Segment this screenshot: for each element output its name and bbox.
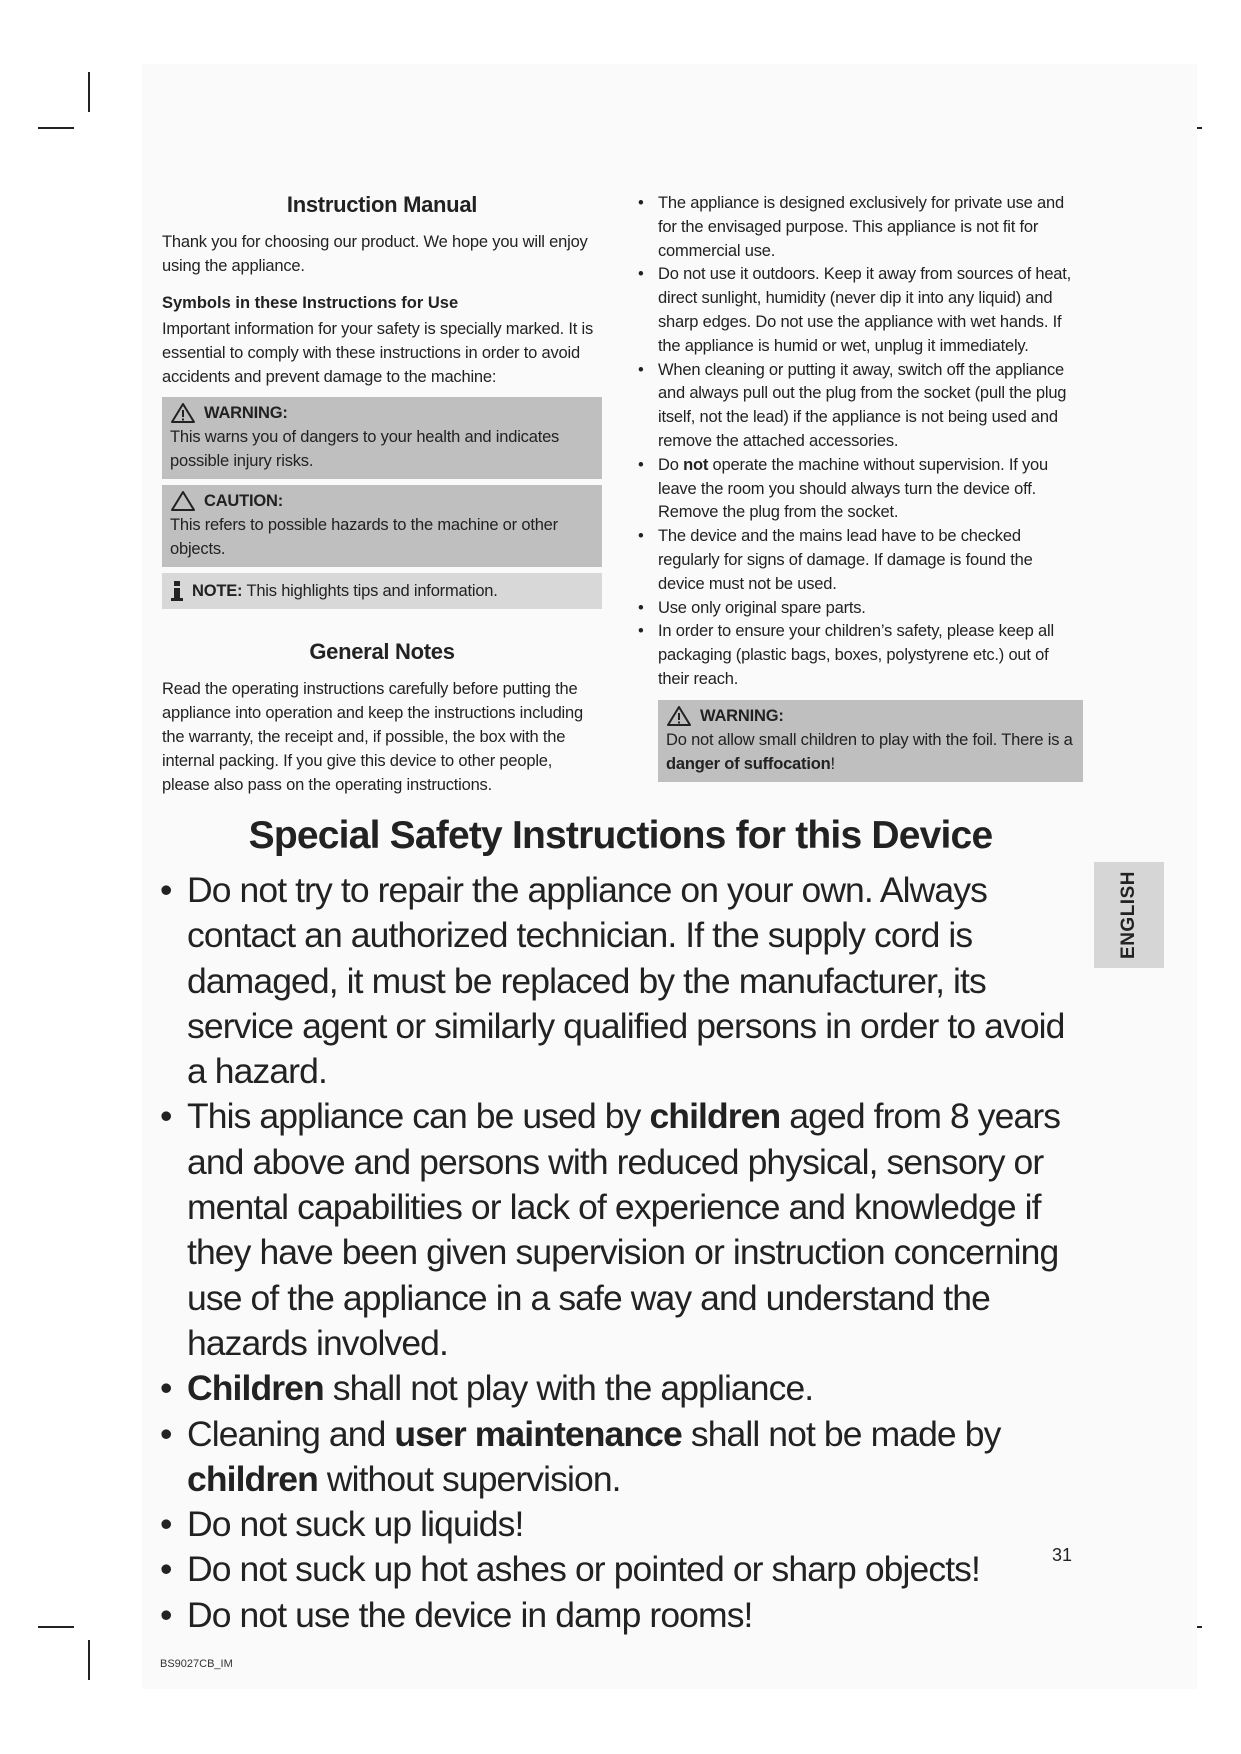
crop-mark xyxy=(88,1640,90,1680)
info-icon xyxy=(170,580,184,602)
caution-text: This refers to possible hazards to the machine or other objects. xyxy=(170,516,558,558)
list-item: • The device and the mains lead have to be checked regularly for signs of damage. If damage is found the device must not be used. xyxy=(638,527,1033,593)
suffocation-warning-label: WARNING: xyxy=(700,706,784,725)
warning-text: This warns you of dangers to your health and indicates possible injury risks. xyxy=(170,428,560,470)
warning-triangle-icon xyxy=(666,705,692,727)
intro-text: Thank you for choosing our product. We hope you will enjoy using the appliance. xyxy=(162,233,588,275)
list-item: • The appliance is designed exclusively for private use and for the envisaged purpose. This appliance is not fit for commercial use. xyxy=(638,194,1064,260)
right-column xyxy=(638,192,1083,782)
left-column xyxy=(162,192,602,797)
instruction-manual-title: Instruction Manual xyxy=(286,192,478,217)
caution-label: CAUTION: xyxy=(204,492,284,510)
page-number: 31 xyxy=(1052,1545,1073,1565)
language-tab: ENGLISH xyxy=(1094,862,1164,968)
warning-box xyxy=(162,397,602,479)
note-label: NOTE: xyxy=(192,582,243,600)
document-code: BS9027CB_IM xyxy=(160,1658,233,1670)
warning-triangle-icon xyxy=(170,402,196,424)
caution-box xyxy=(162,485,602,567)
list-item: • Do not suck up liquids! xyxy=(160,1504,524,1545)
symbols-heading: Symbols in these Instructions for Use xyxy=(162,294,459,312)
list-item: • Cleaning and user maintenance shall not be made by children without supervision. xyxy=(160,1413,1001,1499)
list-item: • When cleaning or putting it away, switch off the appliance and always pull out the plug from the socket (pull the plug itself, not the lead) if the appliance is not being used and remove the attached accessories. xyxy=(638,360,1067,450)
general-notes-text: Read the operating instructions carefully before putting the appliance into operation and keep the instructions including the warranty, the receipt and, if possible, the box with the internal packing. If you give this device to other people, please also pass on the operating instructions. xyxy=(162,680,583,794)
crop-mark xyxy=(38,1626,74,1628)
special-safety-title: Special Safety Instructions for this Device xyxy=(248,814,993,857)
list-item: • Do not suck up hot ashes or pointed or sharp objects! xyxy=(160,1549,980,1590)
suffocation-warning-text: Do not allow small children to play with the foil. There is a danger of suffocation! xyxy=(666,730,1073,773)
crop-mark xyxy=(38,127,74,129)
symbols-text: Important information for your safety is specially marked. It is essential to comply with these instructions in order to avoid accidents and prevent damage to the machine: xyxy=(162,320,594,386)
crop-mark xyxy=(88,72,90,112)
list-item: • This appliance can be used by children aged from 8 years and above and persons with reduced physical, sensory or mental capabilities or lack of experience and knowledge if they have been given supervision or instruction concerning use of the appliance in a safe way and understand the hazards involved. xyxy=(160,1096,1061,1363)
general-notes-title: General Notes xyxy=(309,639,455,664)
caution-triangle-icon xyxy=(170,490,196,512)
list-item: • Do not try to repair the appliance on your own. Always contact an authorized technician. If the supply cord is damaged, it must be replaced by the manufacturer, its service agent or similarly qualified persons in order to avoid a hazard. xyxy=(160,870,1065,1092)
list-item: • Do not use it outdoors. Keep it away from sources of heat, direct sunlight, humidity (never dip it into any liquid) and sharp edges. Do not use the appliance with wet hands. If the appliance is humid or wet, unplug it immediately. xyxy=(638,265,1072,355)
warning-label: WARNING: xyxy=(204,404,288,422)
note-text: This highlights tips and information. xyxy=(246,582,498,600)
general-safety-list xyxy=(638,192,1083,692)
list-item: • In order to ensure your children’s safety, please keep all packaging (plastic bags, boxes, polystyrene etc.) out of their reach. xyxy=(638,622,1054,688)
list-item: • Use only original spare parts. xyxy=(638,598,866,617)
note-box xyxy=(162,573,602,609)
special-safety-list xyxy=(160,868,1085,1638)
list-item: • Do not use the device in damp rooms! xyxy=(160,1594,753,1635)
list-item: • Do not operate the machine without supervision. If you leave the room you should always turn the device off. Remove the plug from the socket. xyxy=(638,455,1048,522)
list-item: • Children shall not play with the appliance. xyxy=(160,1368,814,1409)
suffocation-warning-box xyxy=(658,700,1083,782)
